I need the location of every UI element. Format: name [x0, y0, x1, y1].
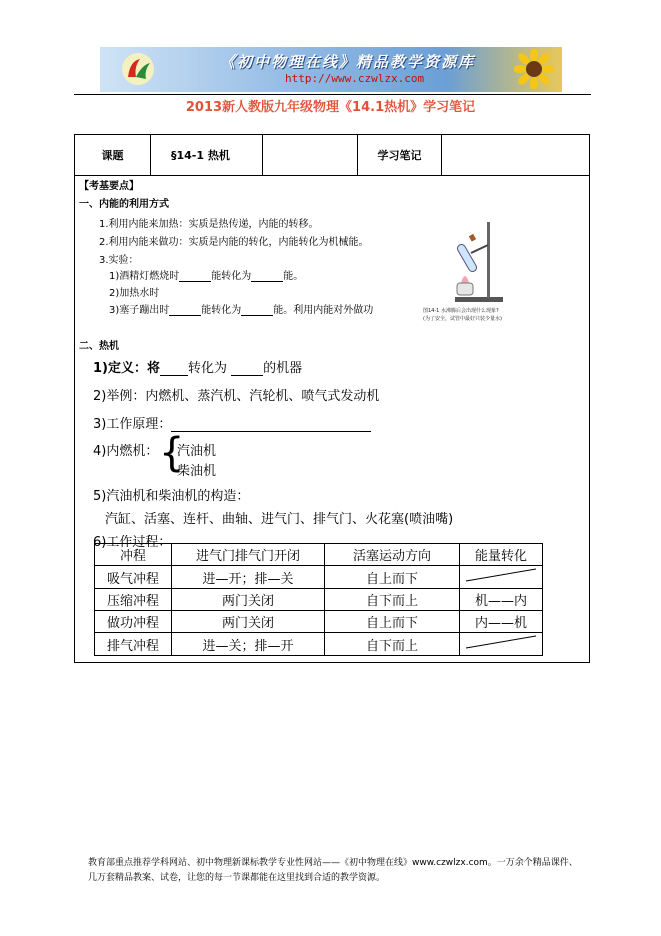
- energy-conversion: 内——机: [460, 611, 543, 633]
- exp3-b: 能转化为: [201, 305, 242, 316]
- examples-line: 2)举例：内燃机、蒸汽机、汽轮机、喷气式发动机: [93, 389, 380, 404]
- def-c: 的机器: [263, 361, 303, 376]
- fill-blank[interactable]: [241, 305, 273, 316]
- process-table: [94, 543, 543, 656]
- banner-title: 《初中物理在线》精品教学资源库: [220, 53, 476, 71]
- piston-direction: 自下而上: [325, 633, 460, 656]
- table-row: [95, 633, 543, 656]
- notes-cell: [442, 135, 591, 175]
- piston-direction: 自上而下: [325, 566, 460, 589]
- def-a: 1)定义：将: [93, 361, 160, 376]
- stroke-name: 吸气冲程: [95, 566, 172, 589]
- energy-conversion: [460, 566, 543, 589]
- table-row: [95, 566, 543, 589]
- valve-state: 进—开；排—关: [172, 566, 325, 589]
- col-piston: 活塞运动方向: [325, 544, 460, 566]
- def-b: 转化为: [188, 361, 228, 376]
- stroke-name: 压缩冲程: [95, 589, 172, 611]
- energy-conversion: [460, 633, 543, 656]
- header-row: [75, 135, 589, 176]
- stroke-name: 做功冲程: [95, 611, 172, 633]
- banner-url[interactable]: http://www.czwlzx.com: [285, 72, 425, 85]
- col-stroke: 冲程: [95, 544, 172, 566]
- exp3-c: 能。利用内能对外做功: [273, 305, 374, 316]
- empty-cell: [263, 135, 358, 175]
- col-valves: 进气门排气门开闭: [172, 544, 325, 566]
- valve-state: 进—关；排—开: [172, 633, 325, 656]
- structure-title: 5)汽油机和柴油机的构造：: [93, 489, 250, 504]
- exp3-a: 3)塞子蹦出时: [109, 305, 170, 316]
- energy-conversion: 机——内: [460, 589, 543, 611]
- logo-icon: [120, 51, 156, 87]
- slash-mark: [462, 633, 540, 651]
- ice-type-diesel: 柴油机: [177, 464, 217, 479]
- fill-blank[interactable]: [251, 271, 283, 282]
- site-banner: [100, 47, 562, 92]
- footer-line-1: 教育部重点推荐学科网站、初中物理新课标教学专业性网站——《初中物理在线》www.czwlzx.com。一万余个精品课件、: [88, 858, 578, 868]
- valve-state: 两门关闭: [172, 589, 325, 611]
- item-heating: 1.利用内能来加热：实质是热传递，内能的转移。: [99, 219, 319, 230]
- key-points-heading: 【考基要点】: [79, 181, 139, 192]
- fill-blank[interactable]: [179, 271, 211, 282]
- brace-icon: {: [159, 430, 185, 476]
- structure-parts: 汽缸、活塞、连杆、曲轴、进气门、排气门、火花塞(喷油嘴): [105, 512, 454, 527]
- fill-blank[interactable]: [171, 418, 371, 432]
- footer-line-2: 几万套精品教案、试卷，让您的每一节课都能在这里找到合适的教学资源。: [88, 873, 386, 883]
- fill-blank[interactable]: [160, 362, 188, 376]
- exp2: 2)加热水时: [109, 288, 160, 299]
- item-experiment: 3.实验：: [99, 255, 139, 266]
- item-work: 2.利用内能来做功：实质是内能的转化，内能转化为机械能。: [99, 237, 369, 248]
- sunflower-icon: [514, 49, 554, 89]
- document-title: 2013新人教版九年级物理《14.1热机》学习笔记: [185, 100, 476, 115]
- principle-line: [93, 413, 371, 432]
- topic-value: [151, 135, 263, 175]
- exp-line-2: [109, 284, 159, 299]
- definition-line: [93, 357, 302, 376]
- fill-blank[interactable]: [169, 305, 201, 316]
- slash-mark: [462, 566, 540, 584]
- fill-blank[interactable]: [231, 362, 263, 376]
- table-header-row: [95, 544, 543, 566]
- footer: [88, 856, 608, 886]
- section2-title: 二、热机: [79, 341, 119, 352]
- header-divider: [74, 94, 591, 95]
- ice-label: 4)内燃机：: [93, 444, 159, 459]
- ice-type-gasoline: 汽油机: [177, 444, 217, 459]
- valve-state: 两门关闭: [172, 611, 325, 633]
- piston-direction: 自下而上: [325, 589, 460, 611]
- table-row: [95, 589, 543, 611]
- stroke-name: 排气冲程: [95, 633, 172, 656]
- principle-label: 3)工作原理：: [93, 417, 172, 432]
- topic-label: 课题: [75, 135, 151, 175]
- exp1-a: 1)酒精灯燃烧时: [109, 271, 180, 282]
- exp1-c: 能。: [283, 271, 304, 282]
- figure-caption-2: (为了安全，试管中最好只装少量水): [423, 316, 502, 322]
- exp-line-3: [109, 301, 373, 316]
- section1-title: 一、内能的利用方式: [79, 199, 169, 210]
- exp-line-1: [109, 267, 303, 282]
- piston-direction: 自上而下: [325, 611, 460, 633]
- experiment-figure: [435, 217, 515, 307]
- notes-label: 学习笔记: [358, 135, 442, 175]
- figure-caption-1: 图14-1 水沸腾后会出现什么现象?: [423, 308, 499, 314]
- topic-value-text: §14-1 热机: [171, 149, 230, 162]
- process-title: 6)工作过程：: [93, 535, 172, 550]
- exp1-b: 能转化为: [211, 271, 252, 282]
- col-energy: 能量转化: [460, 544, 543, 566]
- table-row: [95, 611, 543, 633]
